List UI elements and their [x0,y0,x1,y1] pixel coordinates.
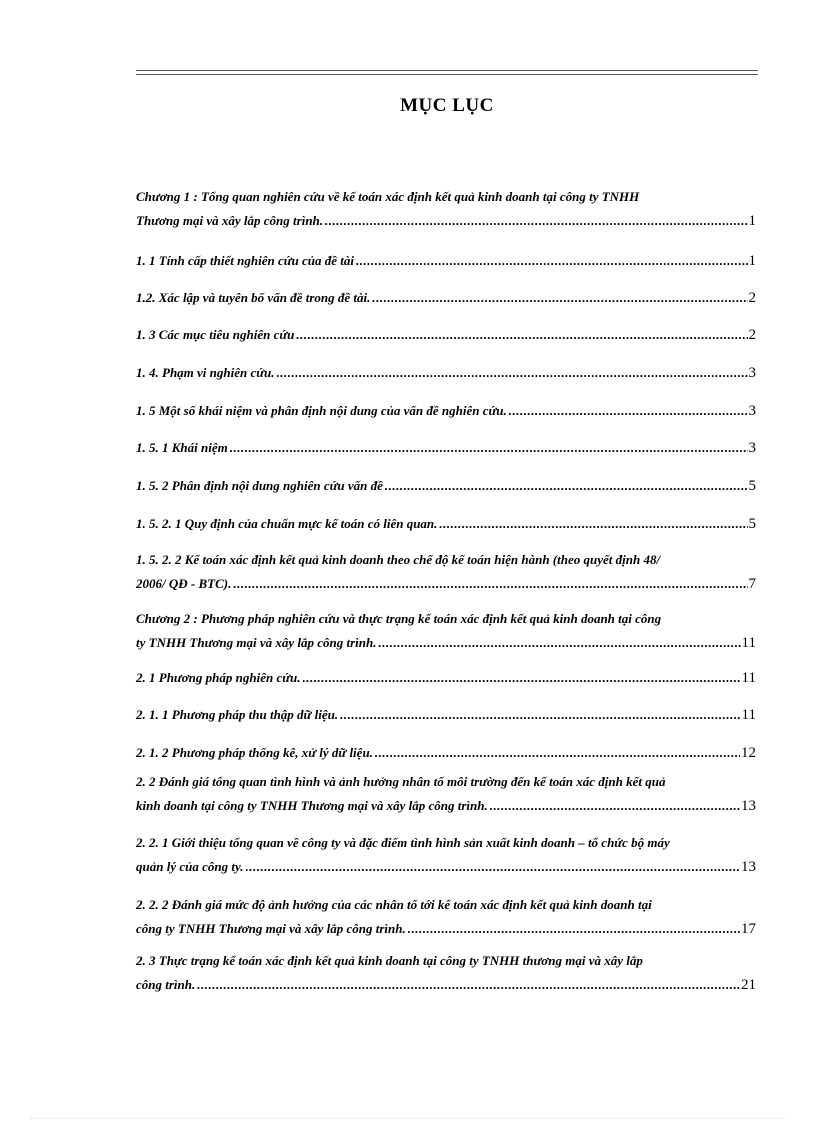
toc-line [136,572,756,596]
toc-page-number: 13 [741,798,756,814]
toc-entry [136,323,756,347]
toc-entry [136,770,756,818]
toc-entry-text: ty TNHH Thương mại và xây lắp công trình. [136,635,377,650]
toc-leader-dots [246,855,741,879]
toc-entry-text: 1.2. Xác lập và tuyên bố vấn đề trong đề tài. [136,290,371,305]
toc-page-number: 3 [748,440,756,456]
toc-entry-text: công ty TNHH Thương mại và xây lắp công trình. [136,921,406,936]
toc-page-number: 21 [741,977,756,993]
toc-leader-dots [277,361,748,385]
toc-entry [136,436,756,460]
toc-line [136,831,756,855]
toc-entry-text: quản lý của công ty. [136,859,244,874]
toc-entry [136,185,756,233]
toc-leader-dots [509,399,748,423]
toc-line [136,607,756,631]
toc-entry-text: 1. 4. Phạm vi nghiên cứu. [136,365,275,380]
toc-line [136,794,756,818]
toc-line [136,631,756,655]
toc-entry-text: 2. 3 Thực trạng kế toán xác định kết quả kinh doanh tại công ty TNHH thương mại và xây lắp [136,953,643,968]
toc-line [136,474,756,498]
toc-line [136,361,756,385]
toc-line [136,399,756,423]
toc-entry-text: Thương mại và xây lắp công trình. [136,213,324,228]
top-rule-2 [136,74,758,75]
toc-page-number: 11 [741,707,756,723]
toc-page-number: 1 [748,253,756,269]
toc-entry-text: 1. 3 Các mục tiêu nghiên cứu [136,327,295,342]
toc-page-number: 13 [741,859,756,875]
toc-leader-dots [197,973,740,997]
toc-entry-text: 1. 5 Một số khái niệm và phân định nội dung của vấn đề nghiên cứu. [136,403,507,418]
toc-entry [136,741,756,765]
toc-page-number: 3 [748,403,756,419]
toc-line [136,917,756,941]
toc-entry-text: 1. 5. 1 Khái niệm [136,440,228,455]
toc-entry-text: 2006/ QĐ - BTC). [136,576,232,591]
toc-leader-dots [375,741,740,765]
toc-leader-dots [378,631,740,655]
toc-page-number: 5 [748,516,756,532]
toc-entry [136,249,756,273]
toc-page-number: 11 [741,635,756,651]
toc-line [136,855,756,879]
toc-entry [136,831,756,879]
toc-entry-text: 2. 1. 1 Phương pháp thu thập dữ liệu. [136,707,339,722]
toc-entry [136,474,756,498]
toc-entry [136,361,756,385]
toc-line [136,973,756,997]
toc-leader-dots [296,323,747,347]
toc-leader-dots [372,286,747,310]
toc-line [136,893,756,917]
toc-leader-dots [230,436,748,460]
toc-entry-text: 1. 5. 2. 1 Quy định của chuẩn mực kế toán có liên quan. [136,516,438,531]
toc-line [136,323,756,347]
toc-line [136,548,756,572]
toc-leader-dots [340,703,740,727]
toc-leader-dots [233,572,747,596]
toc-page-number: 17 [741,921,756,937]
toc-page-number: 2 [748,290,756,306]
toc-leader-dots [356,249,748,273]
toc-line [136,436,756,460]
toc-leader-dots [408,917,740,941]
toc-entry-text: Chương 1 : Tổng quan nghiên cứu về kế toán xác định kết quả kinh doanh tại công ty TNHH [136,189,640,204]
toc-line [136,286,756,310]
toc-entry-text: 2. 2. 1 Giới thiệu tổng quan về công ty và đặc điểm tình hình sản xuất kinh doanh – tổ chức bộ máy [136,835,670,850]
toc-entry-text: 2. 1 Phương pháp nghiên cứu. [136,670,301,685]
toc-entry-text: 1. 1 Tính cấp thiết nghiên cứu của đề tài [136,253,354,268]
toc-entry-text: 2. 2. 2 Đánh giá mức độ ảnh hưởng của các nhân tố tới kế toán xác định kết quả kinh doanh tại [136,897,652,912]
toc-entry [136,286,756,310]
toc-line [136,512,756,536]
toc-page-number: 7 [748,576,756,592]
toc-line [136,249,756,273]
toc-line [136,949,756,973]
toc-entry [136,703,756,727]
toc-entry [136,548,756,596]
toc-entry-text: 1. 5. 2. 2 Kế toán xác định kết quả kinh doanh theo chế độ kế toán hiện hành (theo quyết định 48/ [136,552,661,567]
toc-line [136,185,756,209]
toc-leader-dots [385,474,748,498]
toc-page-number: 11 [741,670,756,686]
toc-page-number: 12 [741,745,756,761]
toc-page-number: 1 [748,213,756,229]
toc-line [136,666,756,690]
toc-line [136,770,756,794]
page-bottom-rule [30,1118,786,1119]
toc-leader-dots [490,794,740,818]
toc-entry-text: 2. 2 Đánh giá tổng quan tình hình và ảnh hưởng nhân tố môi trường đến kế toán xác định kết quả [136,774,666,789]
toc-entry-text: Chương 2 : Phương pháp nghiên cứu và thực trạng kế toán xác định kết quả kinh doanh tại công [136,611,662,626]
toc-entry [136,949,756,997]
toc-page-number: 3 [748,365,756,381]
toc-line [136,209,756,233]
toc-entry [136,607,756,655]
toc-page-number: 5 [748,478,756,494]
page-title: MỤC LỤC [400,95,494,116]
toc-line [136,741,756,765]
toc-entry-text: 2. 1. 2 Phương pháp thống kê, xử lý dữ liệu. [136,745,373,760]
toc-line [136,703,756,727]
toc-entry [136,893,756,941]
toc-page-number: 2 [748,327,756,343]
toc-entry-text: công trình. [136,977,196,992]
toc-entry [136,399,756,423]
toc-entry-text: kinh doanh tại công ty TNHH Thương mại và xây lắp công trình. [136,798,488,813]
top-rule-1 [136,70,758,71]
toc-entry-text: 1. 5. 2 Phân định nội dung nghiên cứu vấn đề [136,478,383,493]
toc-entry [136,512,756,536]
toc-leader-dots [303,666,741,690]
toc-leader-dots [325,209,747,233]
toc-leader-dots [439,512,747,536]
toc-entry [136,666,756,690]
